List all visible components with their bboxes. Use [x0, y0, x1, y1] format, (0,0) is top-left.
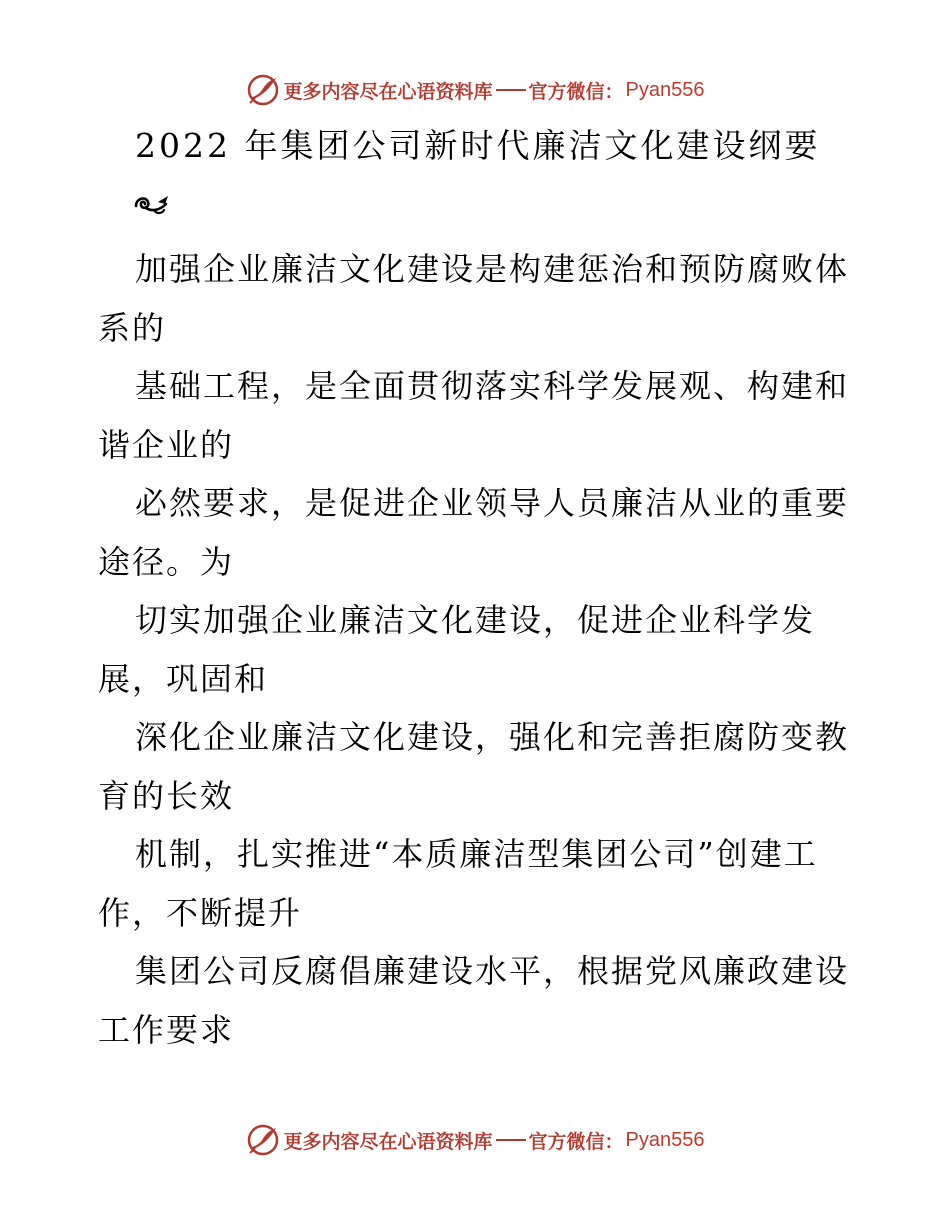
body-line: 系的 [98, 308, 167, 347]
fleuron-ornament-icon [132, 190, 172, 218]
body-line: 必然要求，是促进企业领导人员廉洁从业的重要 [135, 484, 850, 522]
quill-pen-logo-icon [246, 73, 280, 107]
watermark-wechat-label: 官方微信： [528, 80, 624, 103]
body-line: 加强企业廉洁文化建设是构建惩治和预防腐败体 [135, 250, 850, 288]
body-line: 作，不断提升 [98, 893, 303, 932]
watermark-brand-text: 更多内容尽在心语资料库 [283, 1130, 493, 1153]
body-line: 集团公司反腐倡廉建设水平，根据党风廉政建设 [135, 952, 850, 990]
document-title: 2022 年集团公司新时代廉洁文化建设纲要 [135, 126, 821, 165]
body-line: 展，巩固和 [98, 659, 269, 698]
quill-pen-logo-icon [246, 1123, 280, 1157]
watermark-separator [496, 1139, 526, 1141]
body-line: 深化企业廉洁文化建设，强化和完善拒腐防变教 [135, 718, 850, 756]
body-line: 育的长效 [98, 776, 235, 815]
body-line: 基础工程，是全面贯彻落实科学发展观、构建和 [135, 367, 850, 405]
document-body [98, 240, 878, 1059]
body-line: 机制，扎实推进“本质廉洁型集团公司”创建工 [135, 835, 818, 873]
body-line: 谐企业的 [98, 425, 235, 464]
header-watermark [0, 70, 950, 110]
watermark-wechat-id: Pyan556 [625, 1128, 705, 1151]
watermark-brand-text: 更多内容尽在心语资料库 [283, 80, 493, 103]
body-line: 切实加强企业廉洁文化建设，促进企业科学发 [135, 601, 816, 639]
footer-watermark [0, 1120, 950, 1160]
watermark-wechat-label: 官方微信： [528, 1130, 624, 1153]
body-line: 工作要求 [98, 1010, 235, 1049]
watermark-separator [496, 89, 526, 91]
body-line: 途径。为 [98, 542, 235, 581]
watermark-wechat-id: Pyan556 [625, 78, 705, 101]
